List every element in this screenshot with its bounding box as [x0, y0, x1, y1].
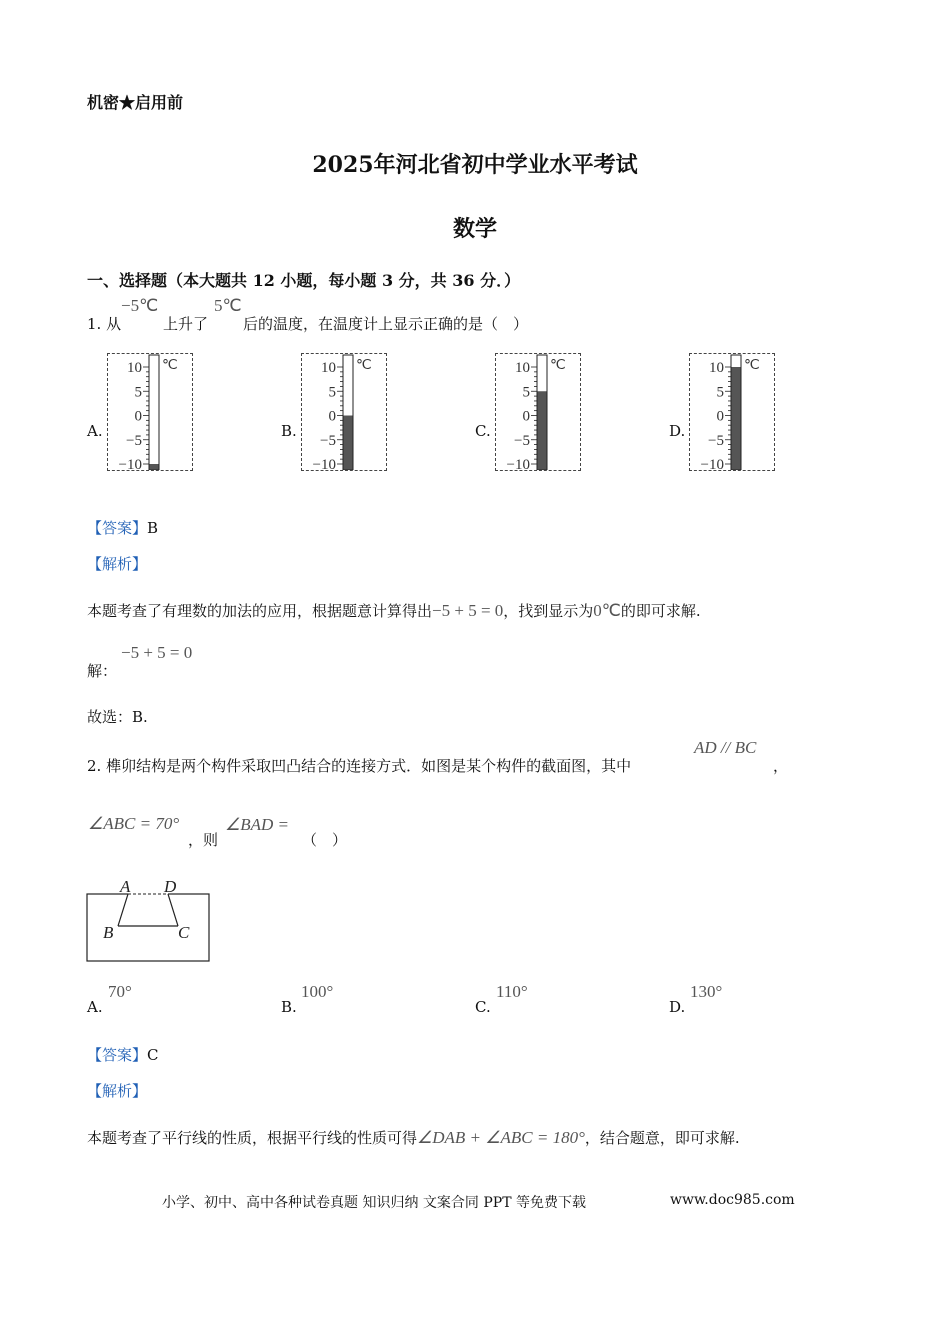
scale-label: −5 [320, 432, 336, 449]
q2-text: 2. 榫卯结构是两个构件采取凹凸结合的连接方式．如图是某个构件的截面图，其中 [87, 757, 632, 775]
scale-label: 10 [709, 360, 724, 376]
mercury-column [537, 391, 547, 470]
scale-label: 10 [515, 360, 530, 376]
exam-title: 2025年河北省初中学业水平考试 [312, 152, 638, 178]
segment-dc [168, 894, 178, 926]
q1-option-a-frame [107, 353, 193, 471]
q2-answer [87, 1044, 159, 1065]
q1-answer [87, 517, 158, 538]
mercury-column [343, 416, 353, 471]
q2-analysis-pre: 本题考查了平行线的性质，根据平行线的性质可得 [87, 1129, 418, 1147]
scale-label: −10 [700, 457, 724, 470]
scale-label: 5 [716, 384, 724, 401]
q1-option-a-label: A. [87, 422, 103, 440]
label-b: B [103, 923, 114, 942]
answer-tag: 【答案】 [87, 519, 148, 537]
q1-analysis-pre: 本题考查了有理数的加法的应用，根据题意计算得出 [87, 602, 433, 620]
scale-label: 10 [321, 360, 336, 376]
q1-analysis-post: 的即可求解. [620, 602, 701, 620]
answer-value: B [147, 519, 159, 537]
scale-label: −5 [126, 432, 142, 449]
answer-value: C [147, 1046, 159, 1064]
section-heading: 一、选择题（本大题共 12 小题，每小题 3 分，共 36 分．） [87, 271, 521, 290]
q1-math-rise: 5℃ [214, 296, 242, 315]
q1-solve-prefix: 解： [87, 662, 118, 680]
scale-label: 5 [134, 384, 142, 401]
unit-label: ℃ [356, 358, 372, 373]
q1-option-d-label: D. [669, 422, 686, 440]
scale-label: 0 [328, 408, 336, 425]
q1-option-c-label: C. [475, 422, 491, 440]
scale-label: 5 [522, 384, 530, 401]
q1-math-start: −5℃ [121, 296, 159, 315]
q2-math-parallel: AD // BC [694, 738, 757, 757]
q2-option-a-value: 70° [108, 982, 132, 1001]
scale-label: 0 [522, 408, 530, 425]
footer-url[interactable]: www.doc985.com [670, 1192, 795, 1208]
q2-figure [80, 875, 220, 967]
scale-label: 10 [127, 360, 142, 376]
scale-label: −5 [514, 432, 530, 449]
label-d: D [164, 877, 177, 896]
q2-option-d-value: 130° [690, 982, 723, 1001]
scale-label: −10 [506, 457, 530, 470]
q2-option-d-label: D. [669, 998, 686, 1016]
q2-math-angle-bad: ∠BAD = [225, 815, 290, 834]
q2-analysis-post: ，结合题意，即可求解. [584, 1129, 740, 1147]
scale-label: 5 [328, 384, 336, 401]
q1-option-c-thermometer [496, 354, 580, 470]
q1-option-d-thermometer [690, 354, 774, 470]
label-c: C [178, 923, 190, 942]
thermometer-tube [149, 355, 159, 470]
q1-option-b-thermometer [302, 354, 386, 470]
mercury-column [731, 367, 741, 470]
mercury-column [149, 464, 159, 470]
q2-then: ，则 [188, 831, 219, 849]
subject-title: 数学 [452, 216, 497, 242]
q1-analysis [87, 600, 701, 621]
unit-label: ℃ [162, 358, 178, 373]
q2-paren: （ ） [302, 831, 348, 849]
q2-option-b-label: B. [281, 998, 297, 1016]
q1-option-a-thermometer [108, 354, 192, 470]
q1-suffix: 后的温度，在温度计上显示正确的是（ ） [243, 315, 529, 333]
label-a: A [120, 877, 131, 896]
q1-analysis-math2: 0℃ [593, 601, 621, 620]
unit-label: ℃ [744, 358, 760, 373]
scale-label: −10 [118, 457, 142, 470]
q1-mid: 上升了 [163, 315, 209, 333]
scale-label: 0 [716, 408, 724, 425]
scale-label: 0 [134, 408, 142, 425]
q2-analysis [87, 1127, 740, 1148]
footer-text: 小学、初中、高中各种试卷真题 知识归纳 文案合同 PPT 等免费下载 [162, 1195, 586, 1211]
q1-choose: 故选：B. [87, 708, 148, 726]
q1-analysis-math: −5 + 5 = 0 [432, 601, 504, 620]
q1-option-b-label: B. [281, 422, 297, 440]
q2-analysis-tag: 【解析】 [87, 1082, 148, 1100]
q2-option-c-label: C. [475, 998, 491, 1016]
confidential-label: 机密★启用前 [87, 93, 184, 112]
scale-label: −5 [708, 432, 724, 449]
q2-math-angle-abc: ∠ABC = 70° [88, 814, 180, 833]
q1-option-b-frame [301, 353, 387, 471]
q2-analysis-math: ∠DAB + ∠ABC = 180° [417, 1128, 585, 1147]
unit-label: ℃ [550, 358, 566, 373]
q1-analysis-tag: 【解析】 [87, 555, 148, 573]
q1-analysis-mid: ，找到显示为 [503, 602, 594, 620]
q2-option-c-value: 110° [496, 982, 528, 1001]
q1-option-c-frame [495, 353, 581, 471]
q2-comma: ， [773, 757, 789, 775]
q2-option-a-label: A. [87, 998, 103, 1016]
segment-ab [118, 894, 128, 926]
q1-option-d-frame [689, 353, 775, 471]
q1-prefix: 1. 从 [87, 315, 122, 333]
q2-option-b-value: 100° [301, 982, 334, 1001]
answer-tag: 【答案】 [87, 1046, 148, 1064]
q1-solve-math: −5 + 5 = 0 [121, 643, 193, 662]
scale-label: −10 [312, 457, 336, 470]
